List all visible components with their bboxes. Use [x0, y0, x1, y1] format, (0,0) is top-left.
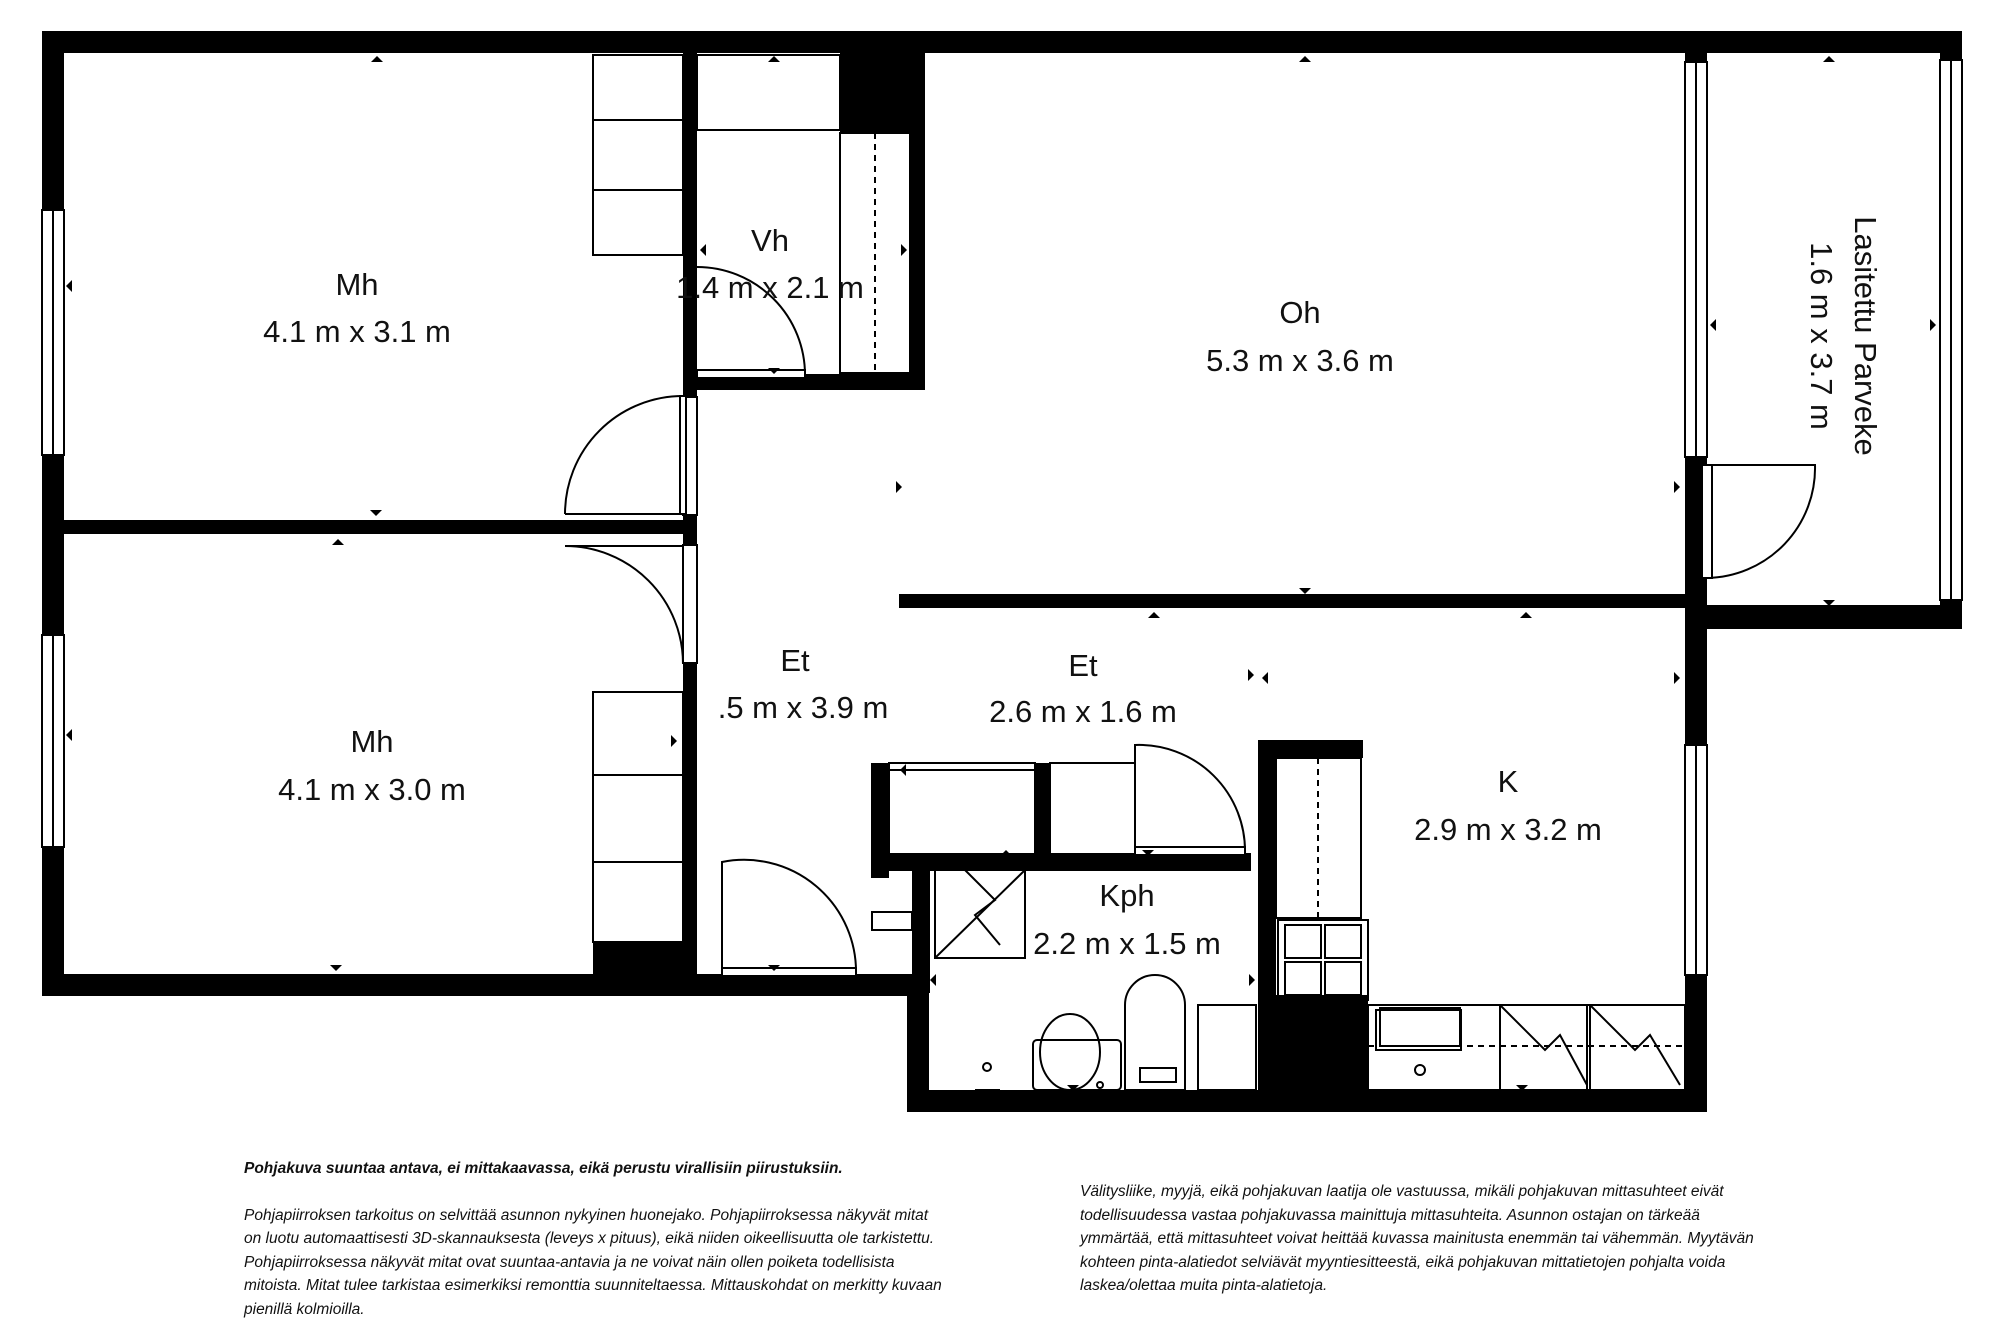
room-size-et2: 2.6 m x 1.6 m	[989, 694, 1177, 729]
room-name-mh1: Mh	[335, 267, 379, 302]
room-name-et2: Et	[1068, 648, 1098, 683]
disclaimer-title: Pohjakuva suuntaa antava, ei mittakaavassa, eikä perustu virallisiin piirustuksiin.	[244, 1160, 843, 1177]
room-size-mh1: 4.1 m x 3.1 m	[263, 314, 451, 349]
room-name-vh: Vh	[751, 223, 789, 258]
room-size-vh: 1.4 m x 2.1 m	[676, 270, 864, 305]
room-name-parveke: Lasitettu Parveke	[1848, 216, 1883, 456]
disclaimer-right-body: Välitysliike, myyjä, eikä pohjakuvan laatija ole vastuussa, mikäli pohjakuvan mittasuhteet eivät todellisuudessa vastaa pohjakuvassa mainittuja mittasuhteita. Asunnon ostajan on tärkeää ymmärtää, että mittasuhteet voivat heittää kuvassa mainitusta enemmän tai vähemmän. Myytävän kohteen pinta-alatiedot selviävät myyntiesitteestä, eikä pohjakuvan mittatietojen pohjalta voida laskea/olettaa muita pinta-alatietoja.	[1080, 1183, 1754, 1294]
room-size-et1: .5 m x 3.9 m	[717, 690, 889, 725]
room-name-k: K	[1497, 764, 1519, 799]
room-name-kph: Kph	[1099, 878, 1155, 913]
room-size-kph: 2.2 m x 1.5 m	[1033, 926, 1221, 961]
room-size-k: 2.9 m x 3.2 m	[1414, 812, 1602, 847]
room-size-mh2: 4.1 m x 3.0 m	[278, 772, 466, 807]
room-name-oh: Oh	[1279, 295, 1321, 330]
disclaimer-left	[244, 1157, 944, 1344]
room-name-mh2: Mh	[350, 724, 394, 759]
disclaimer-right	[1080, 1180, 1770, 1321]
room-name-et1: Et	[780, 643, 810, 678]
room-size-parveke: 1.6 m x 3.7 m	[1804, 242, 1839, 430]
disclaimer-left-body: Pohjapiirroksen tarkoitus on selvittää asunnon nykyinen huonejako. Pohjapiirroksessa näkyvät mitat on luotu automaattisesti 3D-skannauksesta (leveys x pituus), eikä niiden oikeellisuutta ole tarkistettu. Pohjapiirroksessa näkyvät mitat ovat suuntaa-antavia ja ne voivat näin ollen poiketa todellisista mitoista. Mitat tulee tarkistaa esimerkiksi remonttia suunniteltaessa. Mittauskohdat on merkitty kuvaan pienillä kolmioilla.	[244, 1206, 942, 1318]
room-size-oh: 5.3 m x 3.6 m	[1206, 343, 1394, 378]
